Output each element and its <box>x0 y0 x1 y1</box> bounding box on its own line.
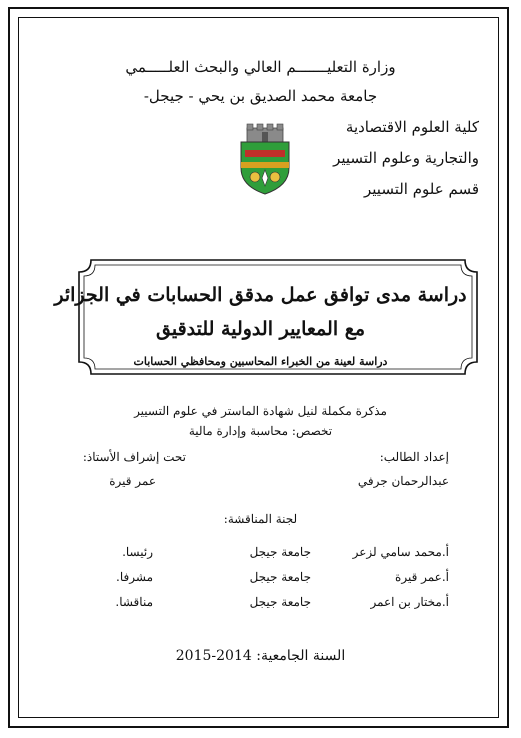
committee-label: لجنة المناقشة: <box>223 512 298 526</box>
committee-member-role: مناقشا. <box>115 595 153 609</box>
department-line: قسم علوم التسيير <box>364 180 479 198</box>
committee-member-university: جامعة جيجل <box>249 570 311 584</box>
faculty-line-1: كلية العلوم الاقتصادية <box>345 118 479 136</box>
memo-description: مذكرة مكملة لنيل شهادة الماستر في علوم التسيير <box>134 404 387 418</box>
thesis-title-line-1: دراسة مدى توافق عمل مدقق الحسابات في الجزائر <box>54 284 467 306</box>
committee-member-name: أ.عمر قيرة <box>395 570 449 584</box>
committee-member-name: أ.مختار بن اعمر <box>370 595 449 609</box>
ministry-line: وزارة التعليـــــــم العالي والبحث العلـــــمي <box>125 58 396 76</box>
faculty-line-2: والتجارية وعلوم التسيير <box>333 149 479 167</box>
committee-member-name: أ.محمد سامي لزعر <box>352 545 449 559</box>
student-name: عبدالرحمان جرفي <box>357 474 449 488</box>
committee-member-role: مشرفا. <box>116 570 153 584</box>
supervisor-name: عمر قيرة <box>109 474 156 488</box>
thesis-title-line-2: مع المعايير الدولية للتدقيق <box>155 318 366 340</box>
specialty-line: تخصص: محاسبة وإدارة مالية <box>188 424 333 438</box>
thesis-subtitle: دراسة لعينة من الخبراء المحاسبين ومحافظي الحسابات <box>133 355 388 368</box>
academic-year: السنة الجامعية: 2014-2015 <box>175 648 346 664</box>
prepared-by-label: إعداد الطالب: <box>379 450 449 464</box>
supervision-label: تحت إشراف الأستاذ: <box>82 450 186 464</box>
committee-member-university: جامعة جيجل <box>249 545 311 559</box>
committee-member-role: رئيسا. <box>122 545 153 559</box>
committee-member-university: جامعة جيجل <box>249 595 311 609</box>
university-seal-logo <box>235 122 295 196</box>
university-line: جامعة محمد الصديق بن يحي - جيجل- <box>143 87 378 105</box>
